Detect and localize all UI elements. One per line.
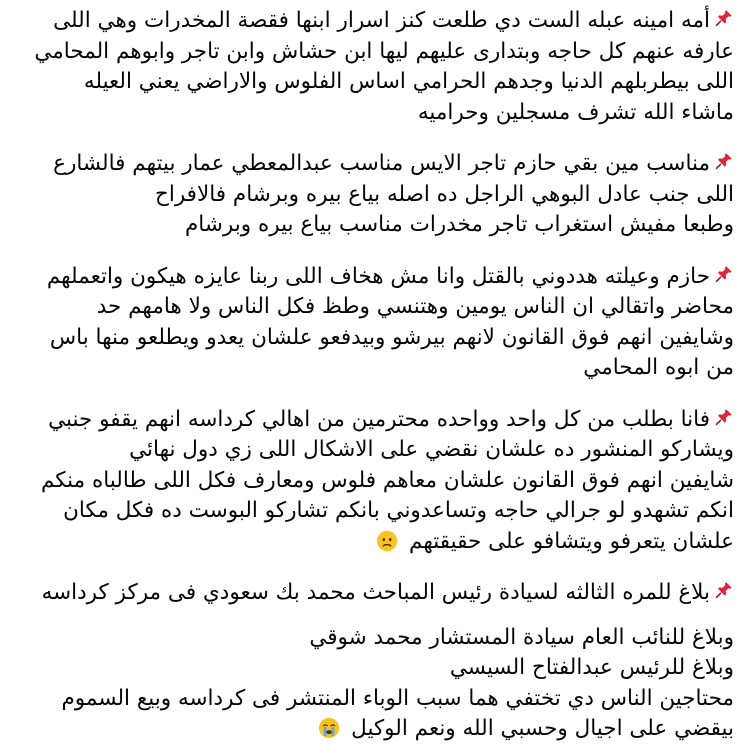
line-text: محتاجين الناس دي تختفي هما سبب الوباء المنتشر فى كرداسه وبيع السموم xyxy=(61,685,734,711)
paragraph-5 xyxy=(16,578,734,609)
line-text: وشايفين انهم فوق القانون لانهم بيرشو وبيدفعو علشان يعدو ويطلعو منها باس xyxy=(49,324,734,350)
line-text: وبلاغ للرئيس عبدالفتاح السيسي xyxy=(449,655,734,680)
line-text: علشان يتعرفو ويتشافو على حقيقتهم xyxy=(409,528,734,554)
line-text: وبلاغ للنائب العام سيادة المستشار محمد شوقي xyxy=(309,624,734,650)
paragraph-line xyxy=(16,6,734,37)
line-text: اللى جنب عادل البوهي الراجل ده اصله بياع بيره وبرشام فالافراح xyxy=(154,181,734,207)
line-text: اللى بيطربلهم الدنيا وجدهم الحرامي اساس الفلوس والاراضي يعني العيله xyxy=(83,69,734,94)
paragraph-3 xyxy=(16,262,734,384)
line-text: محاضر واتقالي ان الناس يومين وهتنسي وطظ فكل الناس ولا هامهم حد xyxy=(96,294,734,319)
line-text: من ابوه المحامي xyxy=(583,355,734,380)
paragraph-line xyxy=(16,578,734,609)
line-text: عارفه عنهم كل حاجه وبتدارى عليهم ليها ابن حشاش وابن تاجر وابوهم المحامي xyxy=(34,38,734,64)
paragraph-line xyxy=(16,149,734,180)
worried-face-emoji-icon xyxy=(376,530,398,552)
line-text: مناسب مين بقي حازم تاجر الايس مناسب عبدالمعطي عمار بيتهم فالشارع xyxy=(53,151,710,176)
pushpin-icon xyxy=(712,407,734,429)
line-text: بلاغ للمره الثالثه لسيادة رئيس المباحث محمد بك سعودي فى مركز كرداسه xyxy=(41,580,710,605)
pushpin-icon xyxy=(712,151,734,173)
paragraph-2 xyxy=(16,149,734,241)
line-text: انكم تشهدو لو جرالي حاجه وتساعدوني بانكم تشاركو البوست ده فكل مكان xyxy=(63,498,734,523)
line-text: ماشاء الله تشرف مسجلين وحراميه xyxy=(417,99,734,125)
paragraph-1 xyxy=(16,6,734,128)
paragraph-line xyxy=(16,714,734,745)
paragraph-line xyxy=(16,527,734,558)
paragraph-6 xyxy=(16,623,734,745)
line-text: بيقضي على اجيال وحسبي الله ونعم الوكيل xyxy=(351,716,734,741)
line-text: حازم وعيلته هددوني بالقتل وانا مش هخاف اللى ربنا عايزه هيكون واتعملهم xyxy=(46,263,710,289)
pushpin-icon xyxy=(712,264,734,286)
pushpin-icon xyxy=(712,580,734,602)
pushpin-icon xyxy=(712,8,734,30)
paragraph-line xyxy=(16,405,734,436)
line-text: وطبعا مفيش استغراب تاجر مخدرات مناسب بياع بيره وبرشام xyxy=(185,212,734,237)
paragraph-line xyxy=(16,262,734,293)
line-text: شايفين انهم فوق القانون علشان معاهم فلوس ومعارف فكل اللى طالباه منكم xyxy=(40,467,734,493)
crying-face-emoji-icon xyxy=(318,717,340,739)
line-text: فانا بطلب من كل واحد وواحده محترمين من اهالي كرداسه انهم يقفو جنبي xyxy=(48,406,710,432)
line-text: أمه امينه عبله الست دي طلعت كنز اسرار ابنها فقصة المخدرات وهي اللى xyxy=(53,8,710,33)
paragraph-4 xyxy=(16,405,734,558)
line-text: ويشاركو المنشور ده علشان نقضي على الاشكال اللى زي دول نهائي xyxy=(129,437,734,462)
